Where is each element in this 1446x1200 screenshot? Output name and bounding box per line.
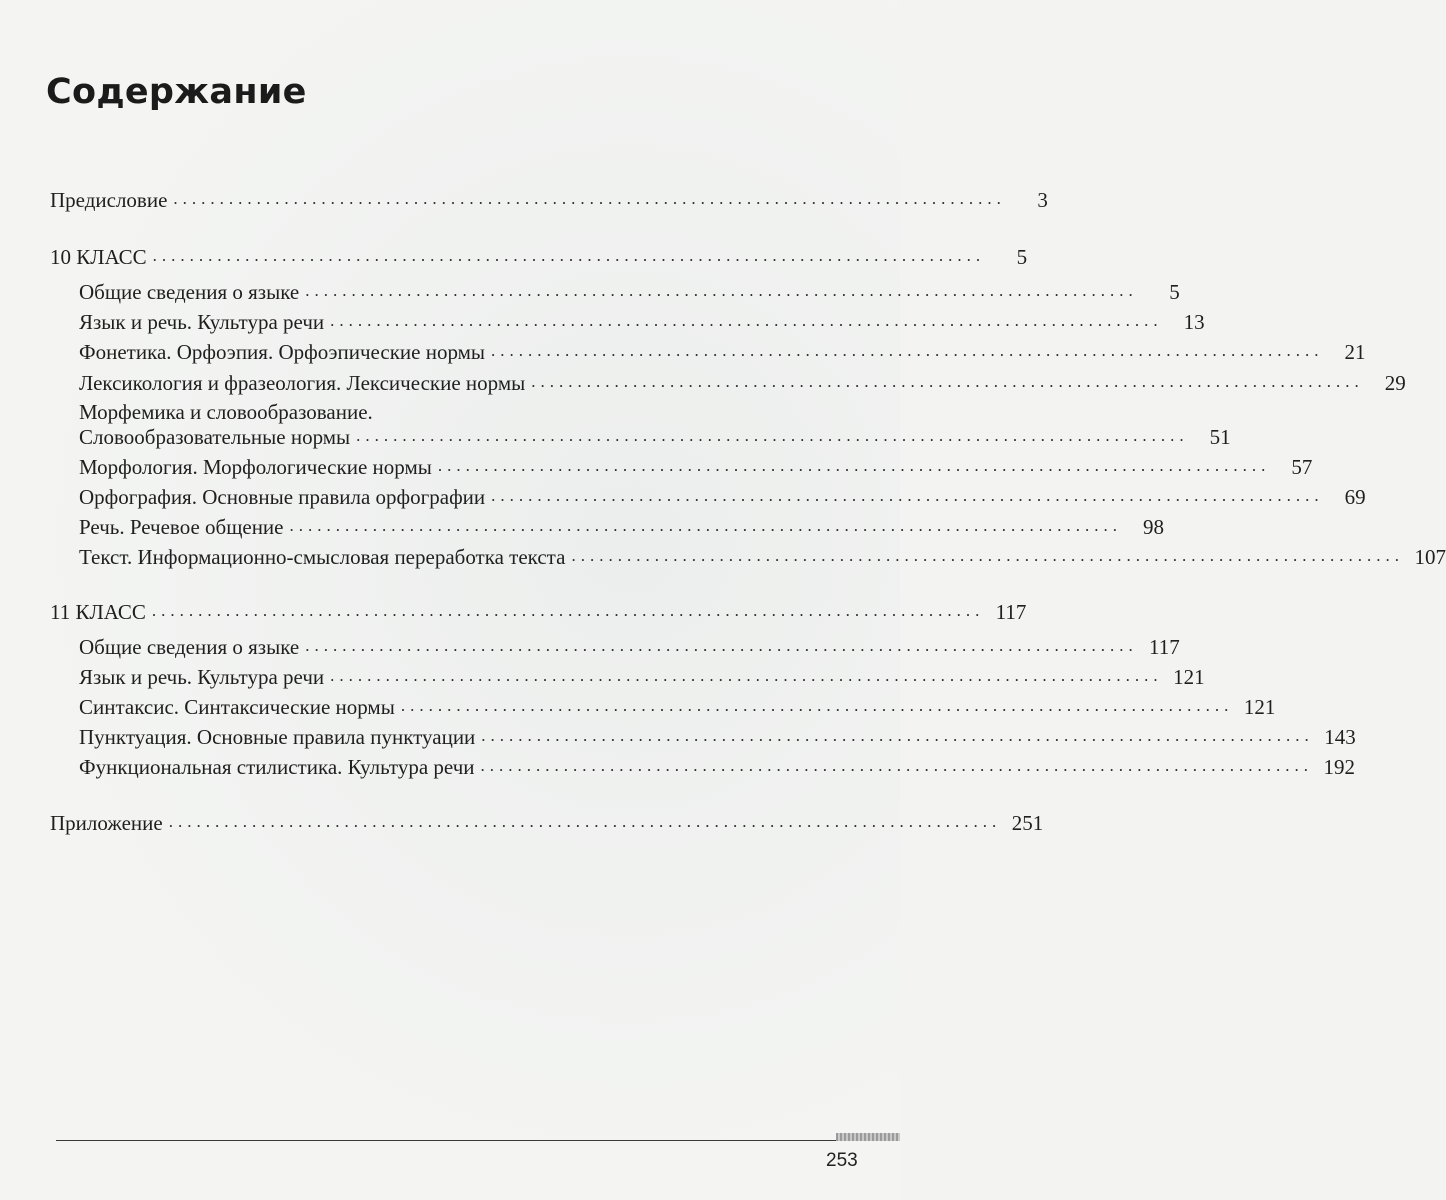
toc-entry-page: 117 xyxy=(995,600,1027,624)
toc-entry-page: 21 xyxy=(1344,340,1366,364)
toc-entry-page: 57 xyxy=(1291,455,1313,479)
footer-rule xyxy=(56,1140,836,1141)
toc-entry-preface xyxy=(50,186,1048,212)
leader-dots: .......................................................................................... xyxy=(400,696,1234,715)
leader-dots: .......................................................................................... xyxy=(491,341,1324,360)
toc-entry xyxy=(79,338,1366,364)
leader-dots: .......................................................................................... xyxy=(480,756,1314,775)
toc-entry-page: 98 xyxy=(1143,515,1164,539)
toc-entry-appendix xyxy=(50,809,1044,835)
toc-entry-page: 117 xyxy=(1148,635,1180,659)
leader-dots: .......................................................................................... xyxy=(305,636,1138,655)
toc-entry xyxy=(79,398,828,424)
toc-entry-page: 143 xyxy=(1324,725,1356,749)
toc-entry-label: Орфография. Основные правила орфографии xyxy=(79,485,486,509)
leader-dots: .......................................................................................... xyxy=(173,189,1006,208)
toc-entry xyxy=(79,663,1205,689)
toc-entry-page: 192 xyxy=(1323,755,1356,779)
toc-entry xyxy=(79,453,1313,479)
toc-entry-label: Предисловие xyxy=(50,188,168,212)
page-number: 253 xyxy=(826,1150,858,1171)
toc-entry-label: Язык и речь. Культура речи xyxy=(79,665,325,689)
toc-entry-label: Приложение xyxy=(50,811,163,835)
leader-dots: .......................................................................................... xyxy=(437,456,1271,475)
toc-entry-label: Морфемика и словообразование. xyxy=(79,400,373,424)
toc-entry-label: Язык и речь. Культура речи xyxy=(79,310,325,334)
footer-marker-bar xyxy=(836,1133,900,1141)
toc-entry xyxy=(79,483,1366,509)
toc-entry-page: 5 xyxy=(1016,245,1028,269)
toc-entry xyxy=(79,693,1276,719)
leader-dots: .......................................................................................... xyxy=(330,311,1163,330)
toc-entry xyxy=(79,753,1356,779)
leader-dots: .......................................................................................... xyxy=(305,281,1138,300)
toc-entry xyxy=(79,308,1205,334)
toc-entry-label: Общие сведения о языке xyxy=(79,280,300,304)
toc-entry-label: Функциональная стилистика. Культура речи xyxy=(79,755,475,779)
leader-dots: .......................................................................................... xyxy=(168,812,1002,831)
toc-entry xyxy=(79,543,1446,569)
leader-dots: .......................................................................................... xyxy=(152,246,986,265)
toc-entry-grade-10 xyxy=(50,243,1028,269)
toc-entry-page: 13 xyxy=(1183,310,1205,334)
toc-entry-label: Речь. Речевое общение xyxy=(79,515,284,539)
toc-entry-page: 5 xyxy=(1169,280,1180,304)
toc-entry-page: 107 xyxy=(1414,545,1446,569)
toc-entry xyxy=(79,513,1164,539)
toc-entry-page: 29 xyxy=(1384,371,1406,395)
toc-entry-label: Фонетика. Орфоэпия. Орфоэпические нормы xyxy=(79,340,486,364)
toc-entry-label: Лексикология и фразеология. Лексические нормы xyxy=(79,371,526,395)
leader-dots: .......................................................................................... xyxy=(481,726,1314,745)
toc-entry-page: 3 xyxy=(1037,188,1048,212)
toc-entry-page: 251 xyxy=(1011,811,1044,835)
toc-entry-page: 121 xyxy=(1173,665,1205,689)
toc-entry-label: Пунктуация. Основные правила пунктуации xyxy=(79,725,476,749)
toc-entry-label: Словообразовательные нормы xyxy=(79,425,351,449)
toc-entry xyxy=(79,423,1231,449)
leader-dots: .......................................................................................... xyxy=(571,546,1404,565)
toc-entry xyxy=(79,723,1356,749)
toc-entry xyxy=(79,633,1180,659)
leader-dots: .......................................................................................... xyxy=(151,601,985,620)
toc-entry-page: 51 xyxy=(1209,425,1231,449)
toc-entry-label: 10 КЛАСС xyxy=(50,245,147,269)
toc-entry xyxy=(79,278,1180,304)
toc-entry-grade-11 xyxy=(50,598,1027,624)
leader-dots: .......................................................................................... xyxy=(531,372,1364,391)
toc-entry-page: 121 xyxy=(1243,695,1276,719)
toc-entry-label: Морфология. Морфологические нормы xyxy=(79,455,432,479)
toc-entry-page: 69 xyxy=(1344,485,1366,509)
toc-entry-label: Текст. Информационно-смысловая переработка текста xyxy=(79,545,566,569)
toc-entry-label: Общие сведения о языке xyxy=(79,635,300,659)
page-title: Содержание xyxy=(46,72,307,112)
leader-dots: .......................................................................................... xyxy=(330,666,1163,685)
toc-entry xyxy=(79,369,1406,395)
toc-entry-label: Синтаксис. Синтаксические нормы xyxy=(79,695,395,719)
toc-entry-label: 11 КЛАСС xyxy=(50,600,146,624)
leader-dots: .......................................................................................... xyxy=(356,426,1189,445)
leader-dots: .......................................................................................... xyxy=(289,516,1122,535)
leader-dots: .......................................................................................... xyxy=(491,486,1324,505)
